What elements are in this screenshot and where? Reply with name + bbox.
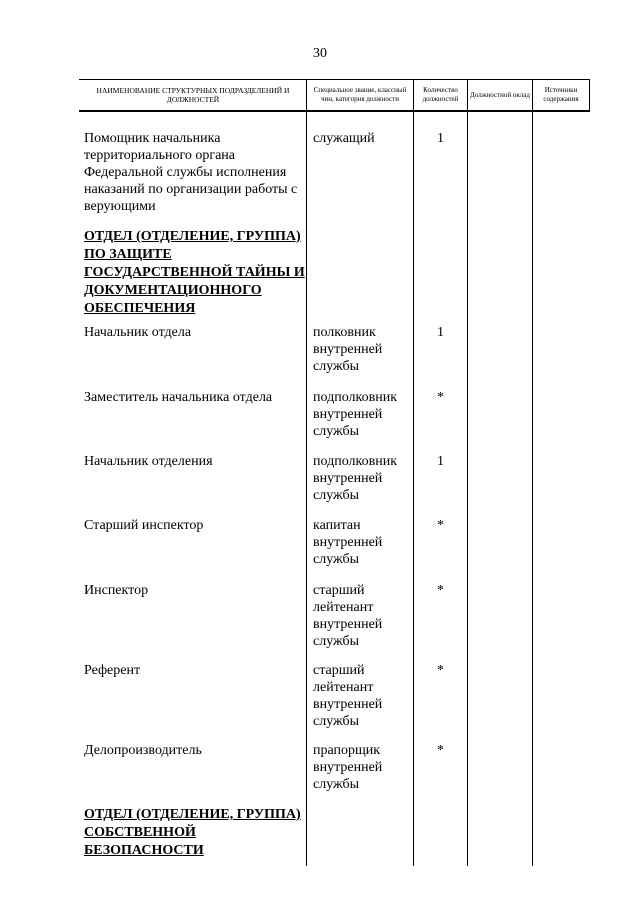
row-quantity: * <box>437 663 444 678</box>
row-quantity: 1 <box>437 325 444 340</box>
row-rank: служащий <box>313 131 375 146</box>
row-rank: подполковник внутренней службы <box>313 390 397 439</box>
row-name: Инспектор <box>84 583 149 598</box>
column-divider <box>306 79 307 866</box>
row-quantity: 1 <box>437 454 444 469</box>
column-divider <box>532 79 533 866</box>
row-rank: полковник внутренней службы <box>313 325 383 374</box>
row-rank: старший лейтенант внутренней службы <box>313 583 383 649</box>
header-sources: Источники содержания <box>543 86 579 103</box>
header-rank: Специальное звание, классный чин, категория должности <box>313 86 407 103</box>
row-quantity: * <box>437 583 444 598</box>
row-name: Помощник начальника территориального органа Федеральной службы исполнения наказаний по организации работы с верующими <box>84 131 298 214</box>
row-name: Старший инспектор <box>84 518 204 533</box>
header-salary: Должностной оклад <box>470 90 530 99</box>
row-quantity: * <box>437 390 444 405</box>
column-divider <box>589 79 590 110</box>
header-name: НАИМЕНОВАНИЕ СТРУКТУРНЫХ ПОДРАЗДЕЛЕНИЙ И ДОЛЖНОСТЕЙ <box>96 86 290 104</box>
row-rank: подполковник внутренней службы <box>313 454 397 503</box>
page-number: 30 <box>313 46 327 61</box>
row-name: Начальник отдела <box>84 325 192 340</box>
row-quantity: * <box>437 518 444 533</box>
section-heading: ОТДЕЛ (ОТДЕЛЕНИЕ, ГРУППА) ПО ЗАЩИТЕ ГОСУДАРСТВЕННОЙ ТАЙНЫ И ДОКУМЕНТАЦИОННОГО ОБЕСПЕЧЕНИЯ <box>84 229 305 316</box>
row-quantity: 1 <box>437 131 444 146</box>
section-heading: ОТДЕЛ (ОТДЕЛЕНИЕ, ГРУППА) СОБСТВЕННОЙ БЕЗОПАСНОСТИ <box>84 807 301 858</box>
row-name: Начальник отделения <box>84 454 213 469</box>
column-divider <box>467 79 468 866</box>
header-bottom-border <box>79 110 590 112</box>
row-name: Делопроизводитель <box>84 743 202 758</box>
row-rank: прапорщик внутренней службы <box>313 743 383 792</box>
row-quantity: * <box>437 743 444 758</box>
row-rank: старший лейтенант внутренней службы <box>313 663 383 729</box>
header-quantity: Количество должностей <box>422 86 459 103</box>
row-rank: капитан внутренней службы <box>313 518 383 567</box>
row-name: Заместитель начальника отдела <box>84 390 273 405</box>
row-name: Референт <box>84 663 141 678</box>
